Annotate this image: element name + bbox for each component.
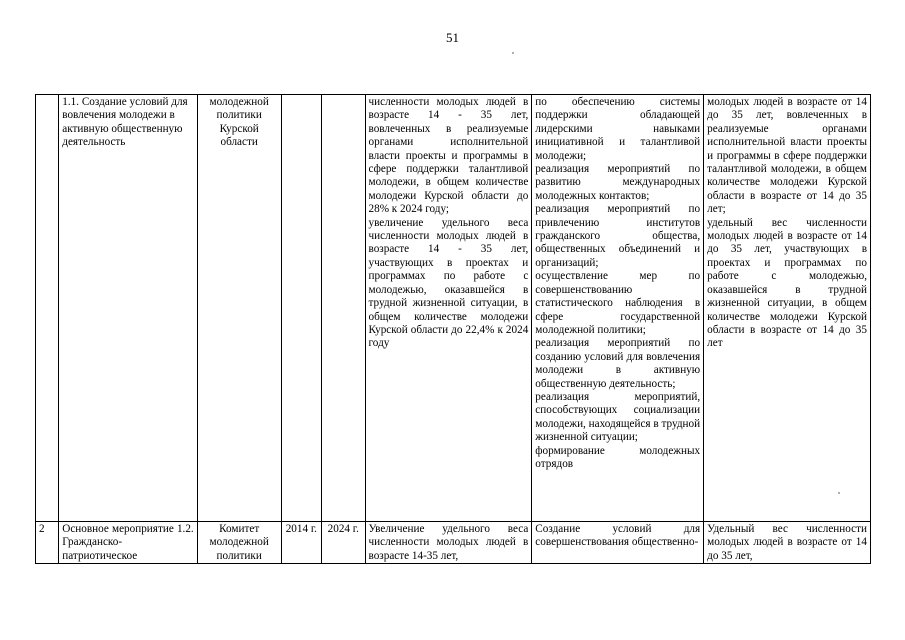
table-row bbox=[36, 95, 871, 522]
start-year: 2014 г. bbox=[281, 522, 321, 564]
expected-result: Увеличение удельного веса численности молодых людей в возрасте 14-35 лет, bbox=[365, 522, 532, 564]
indicators: молодых людей в возрасте от 14 до 35 лет, вовлеченных в реализуемые органами исполнительной власти проекты и программы в сфере поддержки талантливой молодежи, в общем количестве молодежи Курской области в возрасте от 14 до 35 лет; удельный вес численности молодых людей в возрасте от 14 до 35 лет, участвующих в проектах и программах по работе с молодежью, оказавшейся в трудной жизненной ситуации, в общем количестве молодежи Курской области в возрасте от 14 до 35 лет bbox=[704, 95, 871, 522]
table-row bbox=[36, 522, 871, 564]
start-year bbox=[281, 95, 321, 522]
measure-name: Основное мероприятие 1.2. Гражданско-патриотическое bbox=[59, 522, 197, 564]
measure-name: 1.1. Создание условий для вовлечения молодежи в активную общественную деятельность bbox=[59, 95, 197, 522]
executor: молодежной политики Курской области bbox=[197, 95, 281, 522]
scan-speck bbox=[512, 52, 514, 54]
page-number: 51 bbox=[446, 30, 459, 45]
end-year bbox=[322, 95, 365, 522]
end-year: 2024 г. bbox=[322, 522, 365, 564]
row-number bbox=[36, 95, 59, 522]
main-directions: Создание условий для совершенствования общественно- bbox=[532, 522, 704, 564]
scan-speck bbox=[838, 492, 840, 494]
row-number: 2 bbox=[36, 522, 59, 564]
executor: Комитет молодежной политики bbox=[197, 522, 281, 564]
indicators: Удельный вес численности молодых людей в возрасте от 14 до 35 лет, bbox=[704, 522, 871, 564]
program-table bbox=[35, 94, 871, 564]
expected-result: численности молодых людей в возрасте 14 - 35 лет, вовлеченных в реализуемые органами исполнительной власти проекты и программы в сфере поддержки талантливой молодежи, в общем количестве молодежи Курской области до 28% к 2024 году; увеличение удельного веса численности молодых людей в возрасте 14 - 35 лет, участвующих в проектах и программах по работе с молодежью, оказавшейся в трудной жизненной ситуации, в общем количестве молодежи Курской области до 22,4% к 2024 году bbox=[365, 95, 532, 522]
main-directions: по обеспечению системы поддержки обладающей лидерскими навыками инициативной и талантливой молодежи; реализация мероприятий по развитию международных молодежных контактов; реализация мероприятий по привлечению институтов гражданского общества, общественных объединений и организаций; осуществление мер по совершенствованию статистического наблюдения в сфере государственной молодежной политики; реализация мероприятий по созданию условий для вовлечения молодежи в активную общественную деятельность; реализация мероприятий, способствующих социализации молодежи, находящейся в трудной жизненной ситуации; формирование молодежных отрядов bbox=[532, 95, 704, 522]
